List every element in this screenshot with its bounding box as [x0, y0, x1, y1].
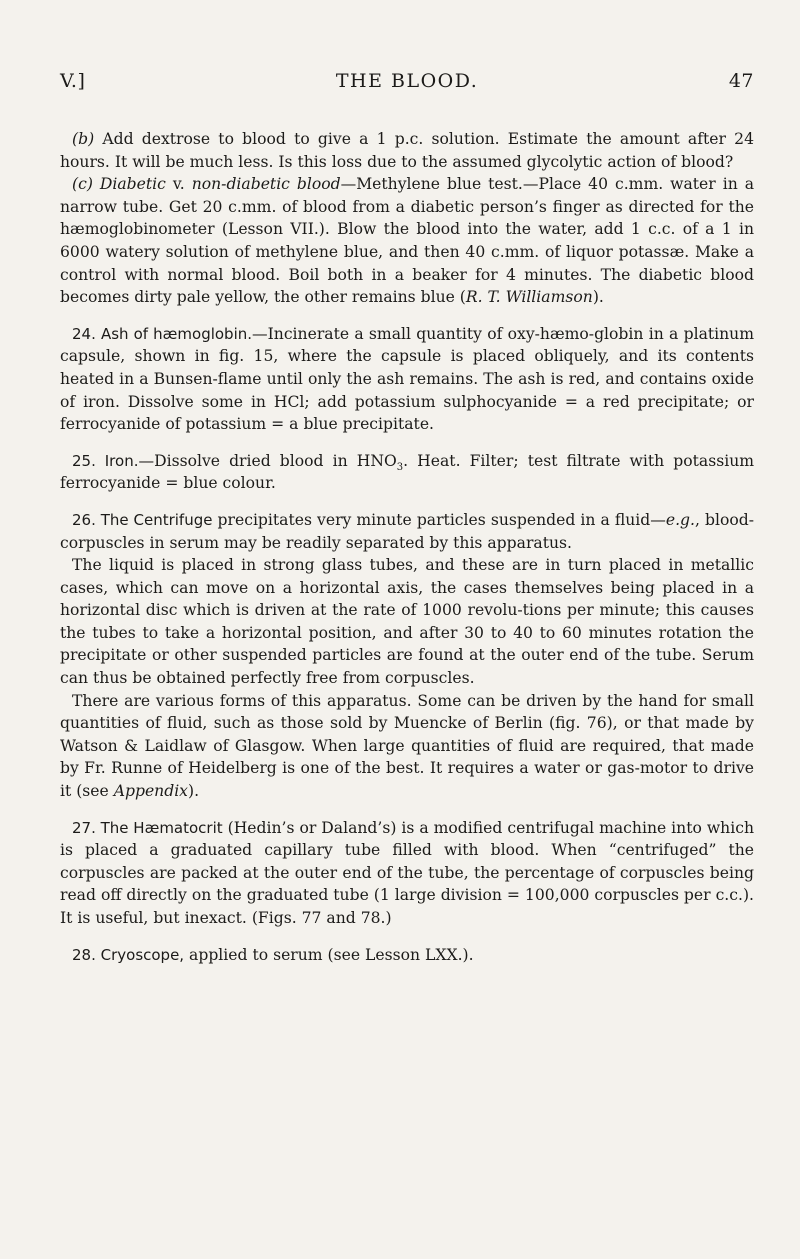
page-number: 47	[728, 70, 754, 92]
paragraph-b	[60, 128, 754, 173]
section-heading: The Hæmatocrit	[95, 818, 223, 837]
chapter-number: V.]	[60, 70, 86, 92]
section-number: 25.	[72, 451, 96, 470]
section-number: 26.	[72, 510, 96, 529]
book-page	[60, 70, 754, 966]
section-heading: The Centrifuge	[95, 510, 213, 529]
section-text: —Dissolve dried blood in HNO	[138, 451, 397, 470]
subscript: 3	[396, 461, 404, 473]
paragraph-label: (b)	[72, 130, 95, 148]
section-26	[60, 509, 754, 554]
paragraph-label: (c)	[72, 175, 93, 194]
section-text: (Hedin’s or Daland’s) is a modified centrifugal machine into which is placed a graduated capillary tube filled with blood. When “centrifuged” the corpuscles are packed at the outer end of the tube, the percentage of corpuscles being read off directly on the graduated tube (1 large division = 100,000 corpuscles per c.c.). It is useful, but inexact. (Figs. 77 and 78.)	[60, 818, 754, 927]
section-28	[60, 944, 754, 967]
section-text: applied to serum (see Lesson LXX.).	[184, 945, 474, 964]
section-heading: Iron.	[95, 451, 139, 470]
section-27	[60, 817, 754, 930]
paragraph-c	[60, 173, 754, 309]
section-heading: Cryoscope,	[95, 945, 185, 964]
section-text: precipitates very minute particles suspended in a fluid—	[212, 510, 666, 529]
italic-abbrev: e.g.	[665, 510, 695, 529]
italic-reference: Appendix	[113, 782, 188, 801]
section-26-paragraph-2	[60, 554, 754, 690]
paragraph-text: —Methylene blue test.—Place 40 c.mm. water in a narrow tube. Get 20 c.mm. of blood from a diabetic person’s finger as directed for the hæmoglobinometer (Lesson VII.). Blow the blood into the water, add 1 c.c. of a 1 in 6000 watery solution of methylene blue, and then 40 c.mm. of liquor potassæ. Make a control with normal blood. Boil both in a beaker for 4 minutes. The diabetic blood becomes dirty pale yellow, the other remains blue (	[60, 175, 754, 307]
section-heading: Ash of hæmoglobin.	[95, 324, 253, 343]
paragraph-text: The liquid is placed in strong glass tubes, and these are in turn placed in metallic cases, which can move on a horizontal axis, the cases themselves being placed in a horizontal disc which is driven at the rate of 1000 revolu-tions per minute; this causes the tubes to take a horizontal position, and after 30 to 40 to 60 minutes rotation the precipitate or other suspended particles are found at the outer end of the tube. Serum can thus be obtained perfectly free from corpuscles.	[60, 556, 754, 688]
section-number: 28.	[72, 945, 96, 964]
credit-name: R. T. Williamson	[465, 288, 593, 307]
paragraph-end: ).	[187, 782, 200, 801]
section-24	[60, 323, 754, 436]
page-title: THE BLOOD.	[335, 70, 479, 92]
section-text: —Incinerate a small quantity of oxy-hæmo-globin in a platinum capsule, shown in fig. 15, where the capsule is placed obliquely, and its contents heated in a Bunsen-flame until only the ash remains. The ash is red, and contains oxide of iron. Dissolve some in HCl; add potassium sulphocyanide = a red precipitate; or ferrocyanide of potassium = a blue precipitate.	[60, 324, 754, 434]
italic-term: Diabetic	[99, 175, 166, 194]
running-header	[60, 70, 754, 92]
section-25	[60, 450, 754, 495]
versus-text: v.	[165, 175, 192, 194]
paragraph-text: Add dextrose to blood to give a 1 p.c. solution. Estimate the amount after 24 hours. It will be much less. Is this loss due to the assumed glycolytic action of blood?	[60, 130, 754, 171]
paragraph-end: ).	[592, 288, 604, 307]
section-text-end: . Heat. Filter; test filtrate with potassium ferrocyanide = blue colour.	[60, 451, 755, 493]
section-text-end: , blood-corpuscles in serum may be readily separated by this apparatus.	[60, 510, 754, 552]
paragraph-text: There are various forms of this apparatus. Some can be driven by the hand for small quantities of fluid, such as those sold by Muencke of Berlin (fig. 76), or that made by Watson & Laidlaw of Glasgow. When large quantities of fluid are required, that made by Fr. Runne of Heidelberg is one of the best. It requires a water or gas-motor to drive it (see	[60, 691, 754, 801]
section-26-paragraph-3	[60, 690, 754, 803]
section-number: 27.	[72, 818, 96, 837]
section-number: 24.	[72, 324, 96, 343]
italic-term: non-diabetic blood	[191, 175, 341, 194]
body-text	[60, 128, 754, 966]
